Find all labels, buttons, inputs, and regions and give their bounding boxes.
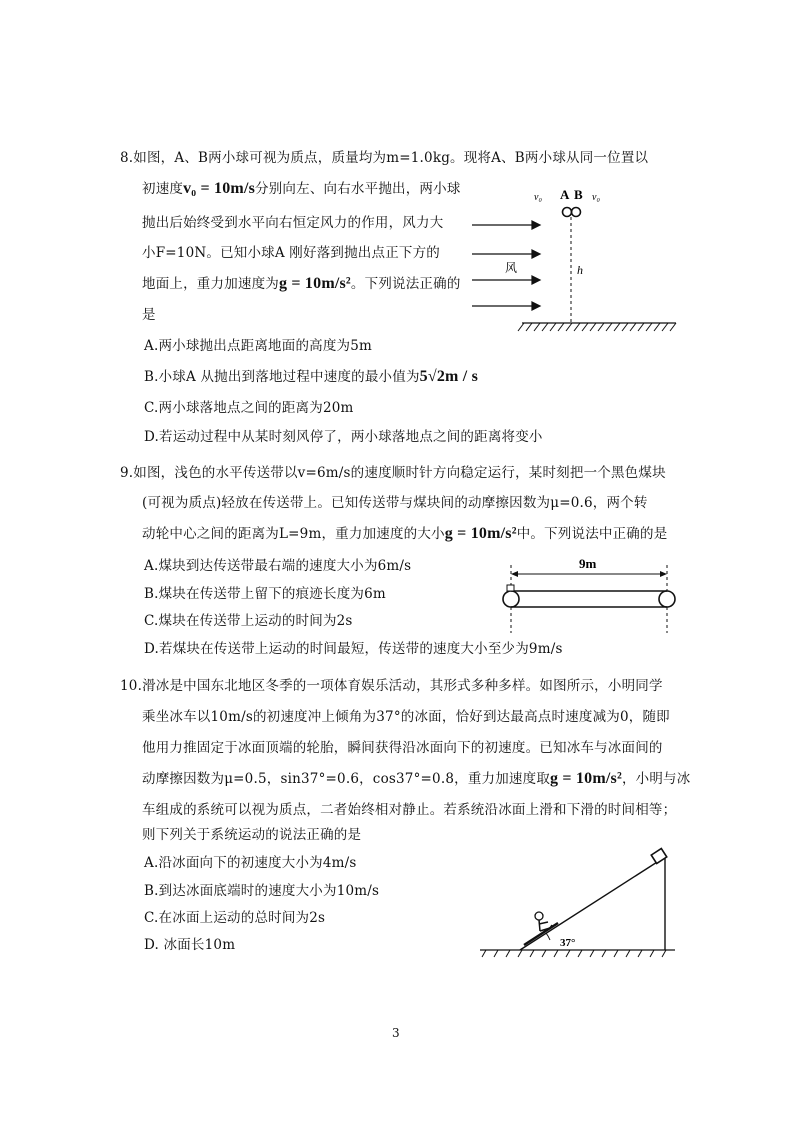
q10-option-d: D. 冰面长10m	[144, 937, 236, 953]
right-wheel	[659, 591, 675, 607]
coal-block	[507, 585, 514, 591]
q8-option-c: C.两小球落地点之间的距离为20m	[144, 400, 354, 416]
q8-line3: 抛出后始终受到水平向右恒定风力的作用，风力大	[142, 215, 444, 231]
q9-option-a: A.煤块到达传送带最右端的速度大小为6m/s	[144, 558, 412, 574]
q9-conveyor-figure	[495, 555, 685, 637]
q8-option-b-text: B.小球A 从抛出到落地过程中速度的最小值为	[144, 369, 420, 385]
q8-line5	[142, 275, 461, 293]
q8-line1: 8.如图，A、B两小球可视为质点，质量均为m=1.0kg。现将A、B两小球从同一位置以	[120, 150, 649, 166]
ground-hatch	[518, 323, 676, 331]
left-wheel	[503, 591, 519, 607]
q9-g-formula: g = 10m/s²	[444, 525, 517, 542]
q8-fig-v0-left: v₀	[534, 192, 542, 203]
wind-arrow-1	[532, 221, 540, 229]
page-number: 3	[392, 1026, 400, 1040]
q8-line4: 小F=10N。已知小球A 刚好落到抛出点正下方的	[142, 245, 441, 261]
q10-line2: 乘坐冰车以10m/s的初速度冲上倾角为37°的冰面，恰好到达最高点时速度减为0，随即	[142, 709, 670, 725]
q8-line6: 是	[142, 307, 156, 323]
q8-option-a: A.两小球抛出点距离地面的高度为5m	[144, 338, 373, 354]
q9-option-d: D.若煤块在传送带上运动的时间最短，传送带的速度大小至少为9m/s	[144, 641, 563, 657]
q10-line4	[142, 770, 690, 788]
q9-line2: (可视为质点)轻放在传送带上。已知传送带与煤块间的动摩擦因数为μ=0.6，两个转	[142, 495, 648, 511]
q8-v0-formula: v₀ = 10m/s	[183, 180, 256, 197]
q9-option-b: B.煤块在传送带上留下的痕迹长度为6m	[144, 586, 386, 602]
q8-figure	[460, 180, 685, 342]
ice-slope	[520, 857, 665, 950]
q9-option-c: C.煤块在传送带上运动的时间为2s	[144, 613, 353, 629]
q9-line3-pre: 动轮中心之间的距离为L=9m，重力加速度的大小	[142, 526, 445, 542]
q10-line4-post: ，小明与冰	[621, 771, 691, 787]
q10-option-c: C.在冰面上运动的总时间为2s	[144, 910, 326, 926]
ground-hatch	[482, 950, 666, 957]
q8-fig-label-b: B	[574, 187, 583, 202]
q10-line3: 他用力推固定于冰面顶端的轮胎，瞬间获得沿冰面向下的初速度。已知冰车与冰面间的	[142, 740, 663, 756]
wind-arrow-3	[532, 276, 540, 284]
q10-line6: 则下列关于系统运动的说法正确的是	[142, 827, 362, 843]
q8-fig-label-a: A	[560, 187, 570, 202]
dim-arrow-left	[511, 571, 518, 577]
q9-fig-length: 9m	[579, 556, 597, 571]
q8-option-d: D.若运动过程中从某时刻风停了，两小球落地点之间的距离将变小	[144, 429, 543, 445]
q9-line3-post: 中。下列说法中正确的是	[516, 526, 668, 542]
q8-option-b-formula: 5√2m / s	[419, 368, 479, 385]
q10-line5: 车组成的系统可以视为质点，二者始终相对静止。若系统沿冰面上滑和下滑的时间相等；	[142, 802, 677, 818]
q10-line1: 10.滑冰是中国东北地区冬季的一项体育娱乐活动，其形式多种多样。如图所示，小明同学	[120, 678, 663, 694]
wind-arrow-4	[532, 302, 540, 310]
ball-b	[572, 208, 581, 217]
q8-fig-height: h	[577, 263, 583, 277]
q8-line2-pre: 初速度	[142, 181, 184, 197]
dim-arrow-right	[660, 571, 667, 577]
q8-fig-wind: 风	[505, 261, 518, 275]
q10-fig-angle: 37°	[560, 937, 576, 949]
q8-g-formula: g = 10m/s²	[279, 275, 351, 292]
q10-g-formula: g = 10m/s²	[550, 770, 622, 787]
q10-option-a: A.沿冰面向下的初速度大小为4m/s	[144, 855, 357, 871]
q10-ice-slope-figure	[480, 845, 680, 970]
q9-line3	[142, 525, 667, 543]
q8-line2	[142, 180, 461, 198]
q8-line2-post: 分别向左、向右水平抛出，两小球	[255, 181, 461, 197]
wind-arrow-2	[532, 250, 540, 258]
ball-a	[563, 208, 572, 217]
q10-option-b: B.到达冰面底端时的速度大小为10m/s	[144, 883, 380, 899]
q10-line4-pre: 动摩擦因数为μ=0.5，sin37°=0.6，cos37°=0.8，重力加速度取	[142, 771, 551, 787]
q8-line5-post: 。下列说法正确的	[350, 276, 461, 292]
angle-arc	[546, 933, 550, 940]
q8-fig-v0-right: v₀	[592, 192, 600, 203]
q8-line5-pre: 地面上，重力加速度为	[142, 276, 279, 292]
q9-line1: 9.如图，浅色的水平传送带以v=6m/s的速度顺时针方向稳定运行，某时刻把一个黑色煤块	[120, 465, 666, 481]
q8-option-b	[144, 368, 478, 386]
